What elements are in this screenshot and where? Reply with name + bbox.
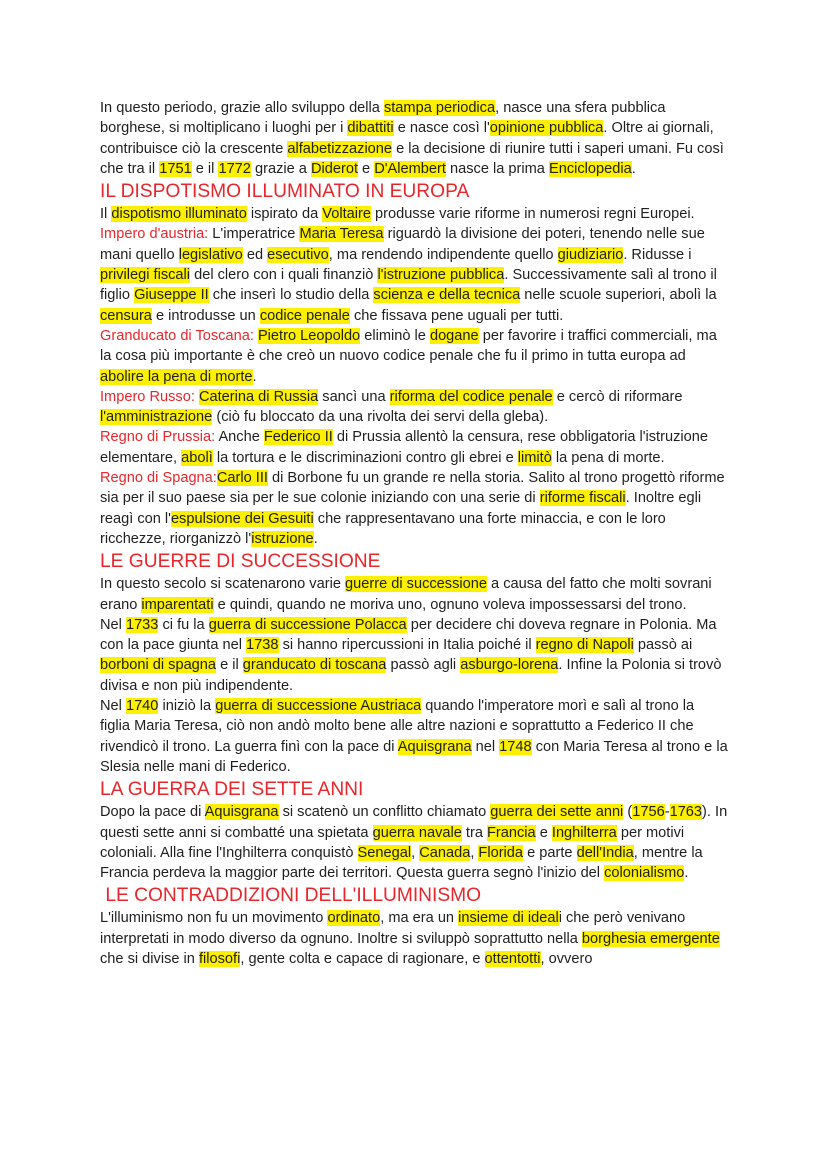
- section-label: Impero d'austria:: [100, 226, 209, 243]
- highlighted-term: insieme di ideal: [458, 910, 559, 927]
- highlighted-term: regno di Napoli: [535, 637, 634, 654]
- highlighted-term: ottentotti: [484, 950, 541, 967]
- highlighted-term: privilegi fiscali: [100, 267, 191, 284]
- highlighted-term: D'Alembert: [374, 160, 446, 177]
- highlighted-term: filosofi: [198, 950, 241, 967]
- highlighted-term: Voltaire: [322, 206, 371, 223]
- paragraph-stampa: In questo periodo, grazie allo sviluppo della stampa periodica, nasce una sfera pubblica borghese, si moltiplicano i luoghi per i dibattiti e nasce così l'opinione pubblica. Oltre ai giornali, contribuisce ciò la crescente alfabetizzazione e la decisione di riunire tutti i saperi umani. Fu così che tra il 1751 e il 1772 grazie a Diderot e D'Alembert nasce la prima Enciclopedia.: [100, 100, 724, 177]
- highlighted-term: scienza e della tecnica: [373, 287, 521, 304]
- highlighted-term: Francia: [486, 824, 536, 841]
- highlighted-term: Maria Teresa: [299, 226, 384, 243]
- highlighted-term: 1748: [499, 738, 532, 755]
- highlighted-term: 1740: [125, 698, 159, 715]
- heading-dispotismo: IL DISPOTISMO ILLUMINATO IN EUROPA: [100, 181, 470, 203]
- highlighted-term: espulsione dei Gesuiti: [170, 510, 314, 527]
- highlighted-term: guerra di successione Austriaca: [215, 698, 422, 715]
- highlighted-term: l'amministrazione: [100, 409, 213, 426]
- section-label: Granducato di Toscana:: [100, 327, 254, 344]
- highlighted-term: guerra navale: [372, 824, 462, 841]
- section-label: Regno di Prussia:: [100, 429, 216, 446]
- highlighted-term: dell'India: [576, 844, 634, 861]
- highlighted-term: 1756: [632, 804, 665, 821]
- highlighted-term: guerra dei sette anni: [490, 804, 624, 821]
- highlighted-term: guerre di successione: [345, 576, 487, 593]
- highlighted-term: alfabetizzazione: [287, 140, 393, 157]
- highlighted-term: censura: [100, 307, 152, 324]
- highlighted-term: 1733: [125, 616, 159, 633]
- paragraph-impero-austria: Impero d'austria: L'imperatrice Maria Teresa riguardò la divisione dei poteri, tenendo nelle sue mani quello legislativo ed esecutivo, ma rendendo indipendente quello giudiziario. Ridusse i privilegi fiscali del clero con i quali finanziò l'istruzione pubblica. Successivamente salì al trono il figlio Giuseppe II che inserì lo studio della scienza e della tecnica nelle scuole superiori, abolì la censura e introdusse un codice penale che fissava pene uguali per tutti.: [100, 226, 717, 324]
- highlighted-term: Senegal: [357, 844, 412, 861]
- highlighted-term: 1772: [218, 160, 251, 177]
- highlighted-term: borghesia emergente: [581, 930, 720, 947]
- highlighted-term: Pietro Leopoldo: [257, 327, 361, 344]
- section-label: Impero Russo:: [100, 388, 195, 405]
- highlighted-term: Caterina di Russia: [198, 388, 319, 405]
- highlighted-term: dispotismo illuminato: [111, 206, 247, 223]
- highlighted-term: esecutivo: [267, 246, 329, 263]
- paragraph-guerre-intro: In questo secolo si scatenarono varie guerre di successione a causa del fatto che molti sovrani erano imparentati e quindi, quando ne moriva uno, ognuno voleva impossessarsi del trono.: [100, 576, 712, 613]
- paragraph-successione-polacca: Nel 1733 ci fu la guerra di successione Polacca per decidere chi doveva regnare in Polonia. Ma con la pace giunta nel 1738 si hanno ripercussioni in Italia poiché il regno di Napoli passò ai borboni di spagna e il granducato di toscana passò agli asburgo-lorena. Infine la Polonia si trovò divisa e non più indipendente.: [100, 616, 722, 694]
- highlighted-term: Inghilterra: [551, 824, 617, 841]
- paragraph-sette-anni: Dopo la pace di Aquisgrana si scatenò un conflitto chiamato guerra dei sette anni (1756-1763). In questi sette anni si combatté una spietata guerra navale tra Francia e Inghilterra per motivi coloniali. Alla fine l'Inghilterra conquistò Senegal, Canada, Florida e parte dell'India, mentre la Francia perdeva la maggior parte dei territori. Questa guerra segnò l'inizio del colonialismo.: [100, 804, 728, 882]
- highlighted-term: riforme fiscali: [539, 490, 626, 507]
- highlighted-term: 1763: [669, 804, 703, 821]
- highlighted-term: borboni di spagna: [100, 657, 217, 674]
- highlighted-term: legislativo: [178, 246, 243, 263]
- heading-sette-anni: LA GUERRA DEI SETTE ANNI: [100, 779, 364, 801]
- highlighted-term: l'istruzione pubblica: [377, 267, 505, 284]
- highlighted-term: imparentati: [141, 596, 214, 613]
- highlighted-term: granducato di toscana: [242, 657, 387, 674]
- highlighted-term: 1751: [159, 160, 192, 177]
- highlighted-term: Florida: [478, 844, 524, 861]
- paragraph-contraddizioni: L'illuminismo non fu un movimento ordinato, ma era un insieme di ideali che però venivano interpretati in modo diverso da ognuno. Inoltre si sviluppò soprattutto nella borghesia emergente che si divise in filosofi, gente colta e capace di ragionare, e ottentotti, ovvero: [100, 910, 720, 967]
- highlighted-term: dibattiti: [347, 120, 394, 137]
- highlighted-term: riforma del codice penale: [389, 388, 553, 405]
- highlighted-term: colonialismo: [604, 865, 685, 882]
- highlighted-term: ordinato: [327, 910, 381, 927]
- paragraph-toscana: Granducato di Toscana: Pietro Leopoldo eliminò le dogane per favorire i traffici commerciali, ma la cosa più importante è che creò un nuovo codice penale che fu il primo in tutta europa ad abolire la pena di morte.: [100, 327, 717, 385]
- paragraph-successione-austriaca: Nel 1740 iniziò la guerra di successione Austriaca quando l'imperatore morì e salì al trono la figlia Maria Teresa, ciò non andò molto bene alle altre nazioni e soprattutto a Federico II che rivendicò il trono. La guerra finì con la pace di Aquisgrana nel 1748 con Maria Teresa al trono e la Slesia nelle mani di Federico.: [100, 698, 728, 775]
- highlighted-term: Canada: [419, 844, 471, 861]
- highlighted-term: opinione pubblica: [489, 120, 604, 137]
- paragraph-impero-russo: Impero Russo: Caterina di Russia sancì una riforma del codice penale e cercò di riformare l'amministrazione (ciò fu bloccato da una rivolta dei servi della gleba).: [100, 388, 683, 426]
- section-label: Regno di Spagna:: [100, 470, 217, 487]
- heading-contraddizioni: LE CONTRADDIZIONI DELL'ILLUMINISMO: [100, 885, 482, 907]
- document-page: [100, 98, 728, 969]
- highlighted-term: asburgo-lorena: [460, 657, 559, 674]
- highlighted-term: Aquisgrana: [204, 804, 279, 821]
- highlighted-term: abolire la pena di morte: [100, 368, 253, 385]
- heading-guerre-successione: LE GUERRE DI SUCCESSIONE: [100, 551, 381, 573]
- highlighted-term: limitò: [517, 449, 552, 466]
- paragraph-prussia: Regno di Prussia: Anche Federico II di Prussia allentò la censura, rese obbligatoria l'istruzione elementare, abolì la tortura e le discriminazioni contro gli ebrei e limitò la pena di morte.: [100, 429, 708, 466]
- paragraph-dispotismo-intro: Il dispotismo illuminato ispirato da Voltaire produsse varie riforme in numerosi regni Europei.: [100, 206, 695, 223]
- highlighted-term: Diderot: [310, 160, 358, 177]
- highlighted-term: Federico II: [263, 429, 333, 446]
- highlighted-term: stampa periodica: [383, 100, 496, 116]
- paragraph-spagna: Regno di Spagna:Carlo III di Borbone fu un grande re nella storia. Salito al trono progettò riforme sia per il suo paese sia per le sue colonie iniziando con una serie di riforme fiscali. Inoltre egli reagì con l'espulsione dei Gesuiti che rappresentavano una forte minaccia, e con le loro ricchezze, riorganizzò l'istruzione.: [100, 470, 725, 547]
- highlighted-term: Aquisgrana: [397, 738, 472, 755]
- highlighted-term: Enciclopedia: [548, 160, 632, 177]
- highlighted-term: 1738: [246, 637, 279, 654]
- highlighted-term: giudiziario: [557, 246, 624, 263]
- highlighted-term: Giuseppe II: [134, 287, 209, 304]
- highlighted-term: codice penale: [259, 307, 350, 324]
- highlighted-term: istruzione: [251, 530, 314, 547]
- highlighted-term: Carlo III: [216, 470, 268, 487]
- highlighted-term: dogane: [429, 327, 479, 344]
- highlighted-term: guerra di successione Polacca: [208, 616, 407, 633]
- highlighted-term: abolì: [181, 449, 213, 466]
